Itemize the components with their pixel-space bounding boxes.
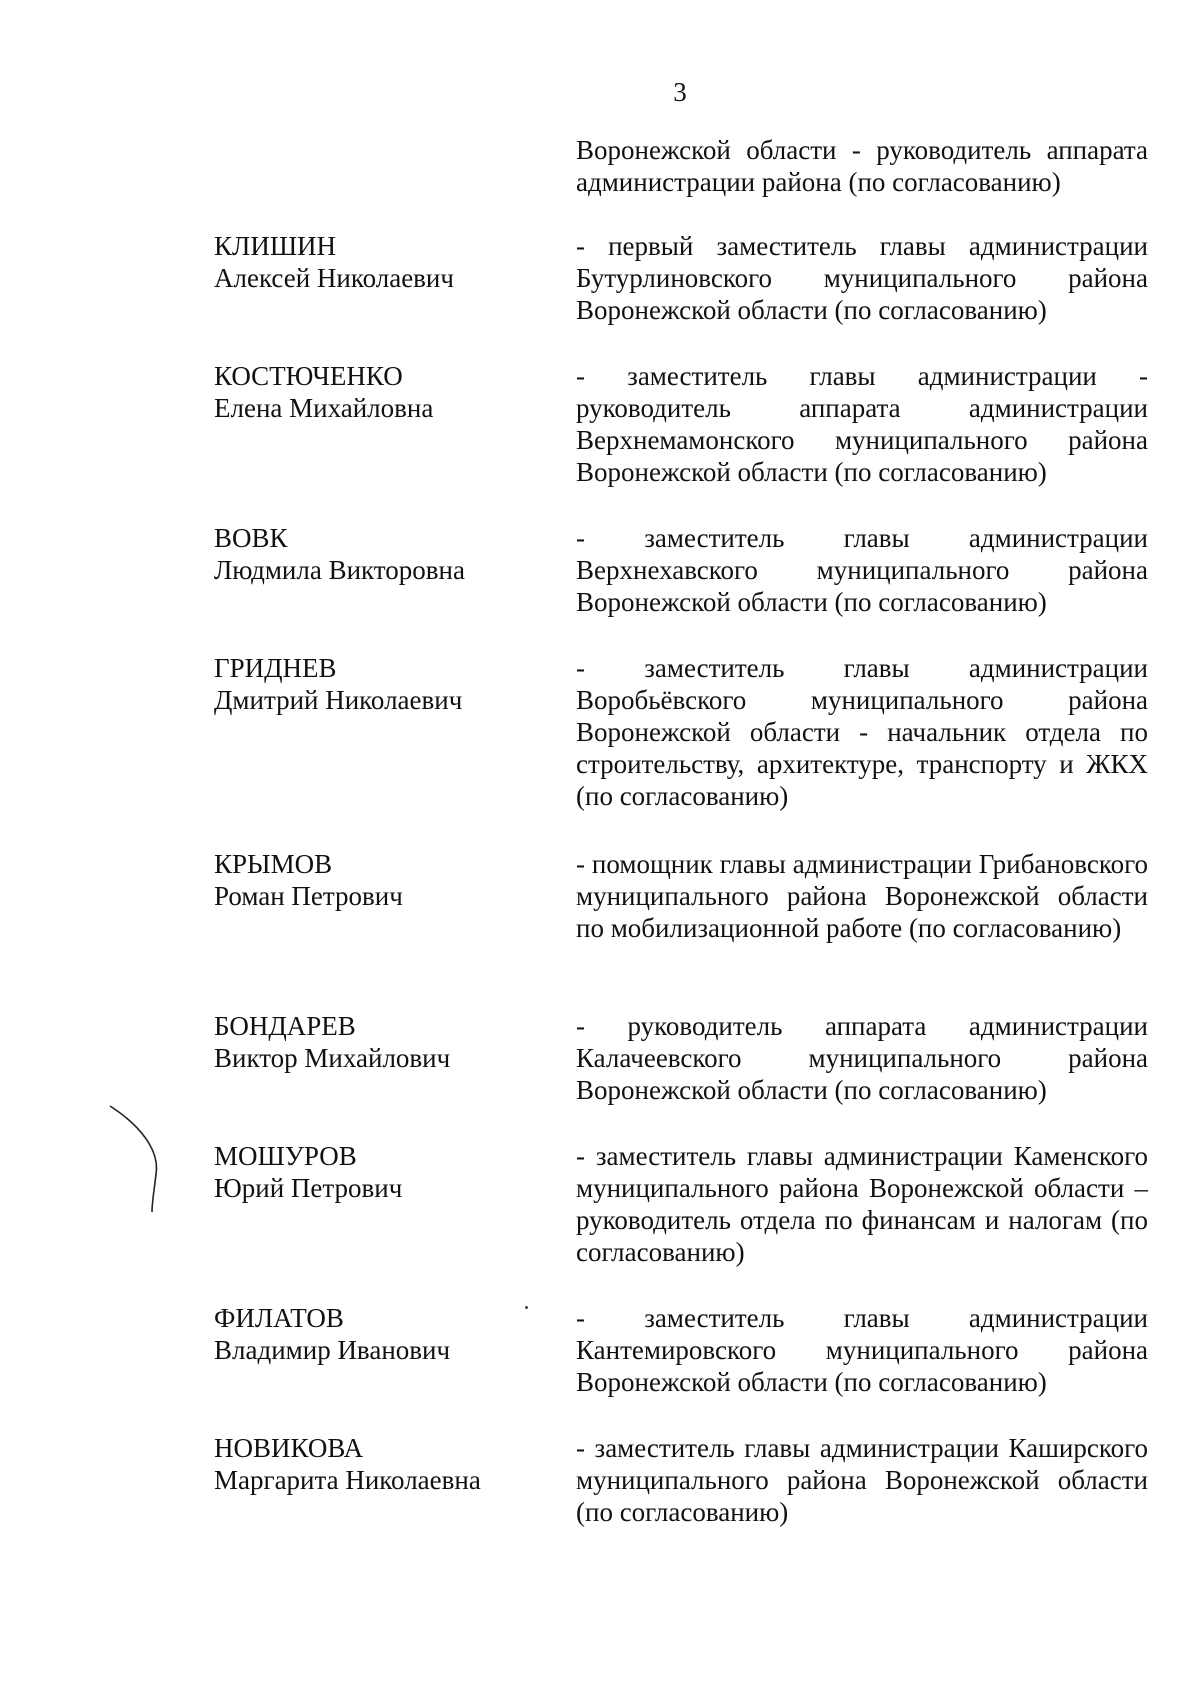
- speck-mark: [525, 1306, 528, 1309]
- member-surname: ГРИДНЕВ: [214, 653, 337, 683]
- member-name: [214, 1140, 554, 1204]
- member-name: [214, 1302, 554, 1366]
- member-name: [214, 360, 554, 424]
- member-name: [214, 1010, 554, 1074]
- member-given-name: Алексей Николаевич: [214, 263, 454, 293]
- member-name: [214, 652, 554, 716]
- member-role: - заместитель главы администрации Верхнехавского муниципального района Воронежской области (по согласованию): [576, 523, 1148, 617]
- member-given-name: Роман Петрович: [214, 881, 403, 911]
- member-name: [214, 522, 554, 586]
- member-role: - первый заместитель главы администрации Бутурлиновского муниципального района Воронежской области (по согласованию): [576, 231, 1148, 325]
- member-given-name: Владимир Иванович: [214, 1335, 451, 1365]
- member-role: - помощник главы администрации Грибановского муниципального района Воронежской области по мобилизационной работе (по согласованию): [576, 849, 1148, 943]
- member-given-name: Людмила Викторовна: [214, 555, 465, 585]
- member-surname: НОВИКОВА: [214, 1433, 364, 1463]
- member-surname: ФИЛАТОВ: [214, 1303, 344, 1333]
- member-given-name: Юрий Петрович: [214, 1173, 403, 1203]
- pen-mark: [108, 1104, 168, 1214]
- member-role: - заместитель главы администрации - руководитель аппарата администрации Верхнемамонского муниципального района Воронежской области (по согласованию): [576, 361, 1148, 487]
- member-surname: КОСТЮЧЕНКО: [214, 361, 403, 391]
- member-surname: ВОВК: [214, 523, 288, 553]
- member-given-name: Виктор Михайлович: [214, 1043, 451, 1073]
- member-role: - заместитель главы администрации Кантемировского муниципального района Воронежской области (по согласованию): [576, 1303, 1148, 1397]
- member-name: [214, 848, 554, 912]
- member-given-name: Елена Михайловна: [214, 393, 434, 423]
- member-surname: КРЫМОВ: [214, 849, 333, 879]
- member-surname: БОНДАРЕВ: [214, 1011, 356, 1041]
- page-number: 3: [673, 77, 687, 107]
- member-surname: МОШУРОВ: [214, 1141, 357, 1171]
- member-role: - руководитель аппарата администрации Калачеевского муниципального района Воронежской области (по согласованию): [576, 1011, 1148, 1105]
- member-given-name: Маргарита Николаевна: [214, 1465, 481, 1495]
- member-role: - заместитель главы администрации Воробьёвского муниципального района Воронежской области - начальник отдела по строительству, архитектуре, транспорту и ЖКХ (по согласованию): [576, 653, 1148, 811]
- member-name: [214, 1432, 554, 1496]
- member-role: - заместитель главы администрации Каменского муниципального района Воронежской области – руководитель отдела по финансам и налогам (по согласованию): [576, 1141, 1148, 1267]
- member-name: [214, 230, 554, 294]
- member-surname: КЛИШИН: [214, 231, 337, 261]
- continuation-text: Воронежской области - руководитель аппарата администрации района (по согласованию): [576, 135, 1148, 197]
- member-given-name: Дмитрий Николаевич: [214, 685, 463, 715]
- member-role: - заместитель главы администрации Каширского муниципального района Воронежской области (по согласованию): [576, 1433, 1148, 1527]
